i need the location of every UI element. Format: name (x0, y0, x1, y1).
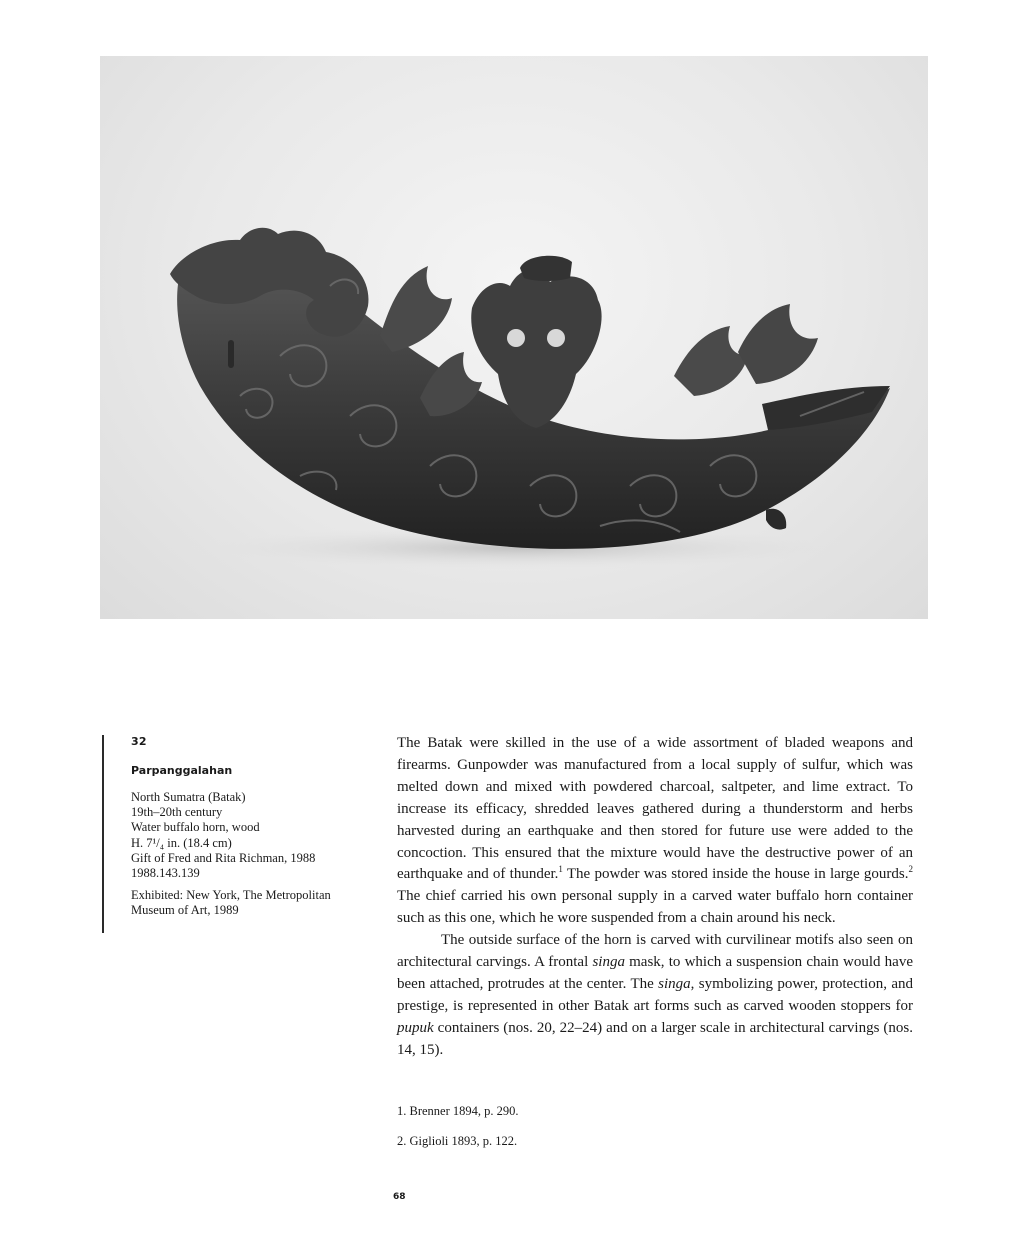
page-number: 68 (393, 1192, 406, 1202)
essay-body (397, 733, 913, 1062)
paragraph-1-text-c: The chief carried his own personal supply in a carved water buffalo horn container such as this one, which he wore suspended from a chain around his neck. (397, 888, 913, 927)
footnote-1: 1. Brenner 1894, p. 290. (397, 1104, 519, 1118)
footnotes (397, 1104, 519, 1164)
paragraph-2 (397, 930, 913, 1061)
caption-date: 19th–20th century (131, 805, 223, 820)
term-singa: singa (658, 975, 691, 992)
caption-origin: North Sumatra (Batak) (131, 790, 246, 804)
catalog-caption (102, 735, 391, 933)
paragraph-1-text-a: The Batak were skilled in the use of a wide assortment of bladed weapons and firearms. Gunpowder was manufactured from a local supply of sulfur, which was melted down and mixed with powdered charcoal, saltpeter, and lime extract. To increase its efficacy, shredded leaves gathered during a thunderstorm and herbs harvested during an earthquake and then stored for future use were added to the concoction. This ensured that the mixture would have the destructive power of an earthquake and of thunder. (397, 735, 913, 883)
paragraph-2-text-b: mask, to which a suspension chain would have been attached, protrudes at the center. The (397, 954, 913, 992)
caption-dimensions: H. 7¹/₄ in. (18.4 cm) (131, 835, 232, 850)
term-pupuk: pupuk (397, 1019, 434, 1036)
footnote-2: 2. Giglioli 1893, p. 122. (397, 1134, 518, 1148)
paragraph-2-text-c: , symbolizing power, protection, and prestige, is represented in other Batak art forms such as carved wooden stoppers for (397, 975, 913, 1014)
caption-credit: Gift of Fred and Rita Richman, 1988 (131, 850, 316, 865)
footnote-ref-1: 1 (558, 864, 563, 875)
paragraph-1 (397, 733, 913, 930)
object-title: Parpanggalahan (131, 764, 233, 777)
catalog-number: 32 (131, 735, 147, 748)
paragraph-2-text-d: containers (nos. 20, 22–24) and on a larger scale in architectural carvings (nos. 14, 15). (397, 1019, 913, 1058)
caption-medium: Water buffalo horn, wood (131, 820, 260, 835)
paragraph-1-text-b: The powder was stored inside the house in large gourds. (562, 866, 909, 883)
horn-container-illustration (100, 56, 928, 619)
caption-exhibited-2: Museum of Art, 1989 (131, 903, 239, 918)
paragraph-2-text-a: The outside surface of the horn is carved with curvilinear motifs also seen on architectural carvings. A frontal (397, 932, 913, 971)
term-singa: singa (592, 954, 625, 971)
caption-accession: 1988.143.139 (131, 866, 200, 881)
artwork-photo (100, 56, 928, 619)
caption-exhibited-1: Exhibited: New York, The Metropolitan (131, 888, 331, 903)
footnote-ref-2: 2 (908, 864, 913, 875)
